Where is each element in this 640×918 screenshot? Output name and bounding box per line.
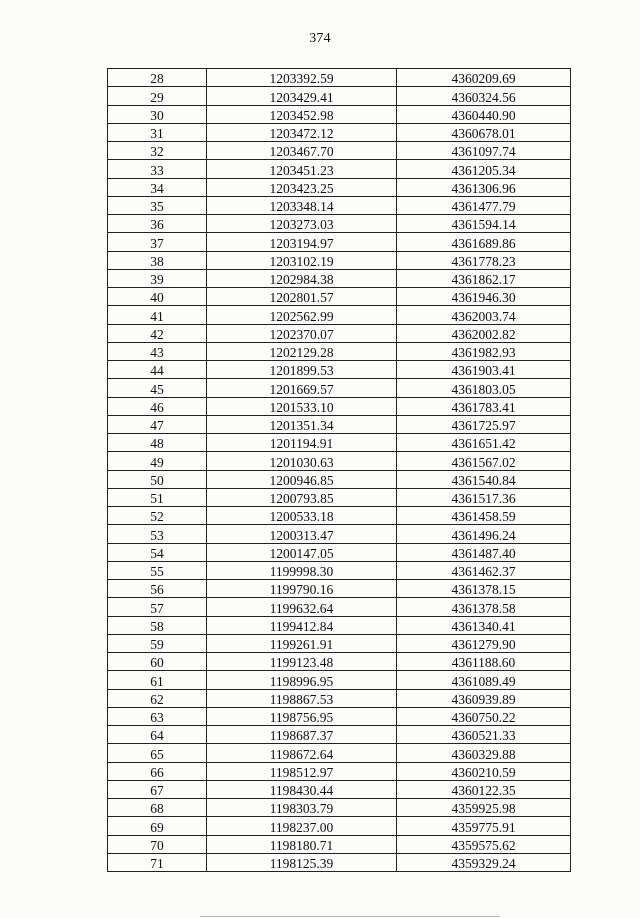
point-number-cell: 47 <box>108 415 207 433</box>
point-number-cell: 31 <box>108 123 207 141</box>
point-number-cell: 38 <box>108 251 207 269</box>
point-number-cell: 45 <box>108 379 207 397</box>
table-row <box>108 142 571 160</box>
x-coordinate-cell: 1202984.38 <box>207 269 397 287</box>
y-coordinate-cell: 4362002.82 <box>397 324 571 342</box>
table-row <box>108 434 571 452</box>
point-number-cell: 71 <box>108 853 207 871</box>
point-number-cell: 46 <box>108 397 207 415</box>
point-number-cell: 29 <box>108 87 207 105</box>
y-coordinate-cell: 4360209.69 <box>397 69 571 87</box>
x-coordinate-cell: 1201351.34 <box>207 415 397 433</box>
table-row <box>108 853 571 871</box>
y-coordinate-cell: 4361517.36 <box>397 488 571 506</box>
point-number-cell: 41 <box>108 306 207 324</box>
x-coordinate-cell: 1198180.71 <box>207 835 397 853</box>
point-number-cell: 56 <box>108 580 207 598</box>
x-coordinate-cell: 1203392.59 <box>207 69 397 87</box>
bottom-rule <box>200 916 500 917</box>
table-row <box>108 525 571 543</box>
table-row <box>108 470 571 488</box>
y-coordinate-cell: 4361477.79 <box>397 196 571 214</box>
y-coordinate-cell: 4361725.97 <box>397 415 571 433</box>
table-row <box>108 543 571 561</box>
table-row <box>108 671 571 689</box>
y-coordinate-cell: 4361205.34 <box>397 160 571 178</box>
table-row <box>108 160 571 178</box>
x-coordinate-cell: 1198512.97 <box>207 762 397 780</box>
table-row <box>108 561 571 579</box>
x-coordinate-cell: 1203423.25 <box>207 178 397 196</box>
point-number-cell: 63 <box>108 707 207 725</box>
y-coordinate-cell: 4361903.41 <box>397 361 571 379</box>
x-coordinate-cell: 1198237.00 <box>207 817 397 835</box>
point-number-cell: 69 <box>108 817 207 835</box>
table-row <box>108 288 571 306</box>
point-number-cell: 43 <box>108 342 207 360</box>
x-coordinate-cell: 1198125.39 <box>207 853 397 871</box>
coordinates-table-body <box>108 69 571 872</box>
x-coordinate-cell: 1198756.95 <box>207 707 397 725</box>
table-row <box>108 689 571 707</box>
point-number-cell: 64 <box>108 726 207 744</box>
x-coordinate-cell: 1199261.91 <box>207 634 397 652</box>
x-coordinate-cell: 1203451.23 <box>207 160 397 178</box>
x-coordinate-cell: 1199998.30 <box>207 561 397 579</box>
table-row <box>108 215 571 233</box>
table-row <box>108 707 571 725</box>
table-row <box>108 817 571 835</box>
y-coordinate-cell: 4360329.88 <box>397 744 571 762</box>
table-row <box>108 251 571 269</box>
table-row <box>108 653 571 671</box>
table-row <box>108 762 571 780</box>
y-coordinate-cell: 4361306.96 <box>397 178 571 196</box>
table-row <box>108 580 571 598</box>
point-number-cell: 52 <box>108 507 207 525</box>
point-number-cell: 44 <box>108 361 207 379</box>
x-coordinate-cell: 1201194.91 <box>207 434 397 452</box>
y-coordinate-cell: 4361540.84 <box>397 470 571 488</box>
x-coordinate-cell: 1203348.14 <box>207 196 397 214</box>
table-row <box>108 233 571 251</box>
table-row <box>108 324 571 342</box>
y-coordinate-cell: 4361862.17 <box>397 269 571 287</box>
y-coordinate-cell: 4361462.37 <box>397 561 571 579</box>
point-number-cell: 51 <box>108 488 207 506</box>
x-coordinate-cell: 1199412.84 <box>207 616 397 634</box>
x-coordinate-cell: 1203467.70 <box>207 142 397 160</box>
point-number-cell: 53 <box>108 525 207 543</box>
x-coordinate-cell: 1203452.98 <box>207 105 397 123</box>
y-coordinate-cell: 4360678.01 <box>397 123 571 141</box>
point-number-cell: 54 <box>108 543 207 561</box>
x-coordinate-cell: 1201669.57 <box>207 379 397 397</box>
x-coordinate-cell: 1198687.37 <box>207 726 397 744</box>
y-coordinate-cell: 4361378.58 <box>397 598 571 616</box>
y-coordinate-cell: 4361594.14 <box>397 215 571 233</box>
table-row <box>108 105 571 123</box>
y-coordinate-cell: 4360324.56 <box>397 87 571 105</box>
y-coordinate-cell: 4361783.41 <box>397 397 571 415</box>
point-number-cell: 32 <box>108 142 207 160</box>
table-row <box>108 780 571 798</box>
point-number-cell: 36 <box>108 215 207 233</box>
y-coordinate-cell: 4360210.59 <box>397 762 571 780</box>
point-number-cell: 48 <box>108 434 207 452</box>
y-coordinate-cell: 4359775.91 <box>397 817 571 835</box>
point-number-cell: 61 <box>108 671 207 689</box>
y-coordinate-cell: 4361778.23 <box>397 251 571 269</box>
y-coordinate-cell: 4359925.98 <box>397 799 571 817</box>
y-coordinate-cell: 4361340.41 <box>397 616 571 634</box>
x-coordinate-cell: 1200313.47 <box>207 525 397 543</box>
point-number-cell: 42 <box>108 324 207 342</box>
x-coordinate-cell: 1201533.10 <box>207 397 397 415</box>
point-number-cell: 60 <box>108 653 207 671</box>
table-row <box>108 87 571 105</box>
point-number-cell: 55 <box>108 561 207 579</box>
x-coordinate-cell: 1198303.79 <box>207 799 397 817</box>
x-coordinate-cell: 1203273.03 <box>207 215 397 233</box>
table-row <box>108 342 571 360</box>
x-coordinate-cell: 1198672.64 <box>207 744 397 762</box>
x-coordinate-cell: 1200147.05 <box>207 543 397 561</box>
x-coordinate-cell: 1202562.99 <box>207 306 397 324</box>
y-coordinate-cell: 4361458.59 <box>397 507 571 525</box>
table-row <box>108 634 571 652</box>
point-number-cell: 28 <box>108 69 207 87</box>
table-row <box>108 361 571 379</box>
y-coordinate-cell: 4361982.93 <box>397 342 571 360</box>
x-coordinate-cell: 1203194.97 <box>207 233 397 251</box>
point-number-cell: 58 <box>108 616 207 634</box>
y-coordinate-cell: 4361378.15 <box>397 580 571 598</box>
point-number-cell: 30 <box>108 105 207 123</box>
y-coordinate-cell: 4361946.30 <box>397 288 571 306</box>
x-coordinate-cell: 1200946.85 <box>207 470 397 488</box>
point-number-cell: 37 <box>108 233 207 251</box>
table-row <box>108 415 571 433</box>
point-number-cell: 40 <box>108 288 207 306</box>
table-row <box>108 835 571 853</box>
y-coordinate-cell: 4361803.05 <box>397 379 571 397</box>
y-coordinate-cell: 4361567.02 <box>397 452 571 470</box>
point-number-cell: 50 <box>108 470 207 488</box>
x-coordinate-cell: 1200793.85 <box>207 488 397 506</box>
x-coordinate-cell: 1202129.28 <box>207 342 397 360</box>
x-coordinate-cell: 1201899.53 <box>207 361 397 379</box>
table-row <box>108 306 571 324</box>
x-coordinate-cell: 1203472.12 <box>207 123 397 141</box>
x-coordinate-cell: 1202370.07 <box>207 324 397 342</box>
page-number: 374 <box>309 31 331 46</box>
y-coordinate-cell: 4360939.89 <box>397 689 571 707</box>
y-coordinate-cell: 4359575.62 <box>397 835 571 853</box>
table-row <box>108 726 571 744</box>
point-number-cell: 49 <box>108 452 207 470</box>
point-number-cell: 62 <box>108 689 207 707</box>
table-row <box>108 379 571 397</box>
table-row <box>108 123 571 141</box>
table-row <box>108 269 571 287</box>
x-coordinate-cell: 1200533.18 <box>207 507 397 525</box>
y-coordinate-cell: 4359329.24 <box>397 853 571 871</box>
y-coordinate-cell: 4361651.42 <box>397 434 571 452</box>
x-coordinate-cell: 1201030.63 <box>207 452 397 470</box>
point-number-cell: 65 <box>108 744 207 762</box>
x-coordinate-cell: 1198867.53 <box>207 689 397 707</box>
point-number-cell: 34 <box>108 178 207 196</box>
point-number-cell: 67 <box>108 780 207 798</box>
y-coordinate-cell: 4361487.40 <box>397 543 571 561</box>
point-number-cell: 33 <box>108 160 207 178</box>
table-row <box>108 196 571 214</box>
table-row <box>108 616 571 634</box>
x-coordinate-cell: 1202801.57 <box>207 288 397 306</box>
y-coordinate-cell: 4360750.22 <box>397 707 571 725</box>
table-row <box>108 397 571 415</box>
x-coordinate-cell: 1199790.16 <box>207 580 397 598</box>
point-number-cell: 70 <box>108 835 207 853</box>
x-coordinate-cell: 1199632.64 <box>207 598 397 616</box>
y-coordinate-cell: 4360521.33 <box>397 726 571 744</box>
y-coordinate-cell: 4361496.24 <box>397 525 571 543</box>
point-number-cell: 66 <box>108 762 207 780</box>
point-number-cell: 59 <box>108 634 207 652</box>
table-row <box>108 507 571 525</box>
table-row <box>108 598 571 616</box>
x-coordinate-cell: 1203429.41 <box>207 87 397 105</box>
y-coordinate-cell: 4361089.49 <box>397 671 571 689</box>
y-coordinate-cell: 4360440.90 <box>397 105 571 123</box>
table-row <box>108 488 571 506</box>
y-coordinate-cell: 4362003.74 <box>397 306 571 324</box>
table-row <box>108 69 571 87</box>
y-coordinate-cell: 4361279.90 <box>397 634 571 652</box>
y-coordinate-cell: 4361689.86 <box>397 233 571 251</box>
x-coordinate-cell: 1203102.19 <box>207 251 397 269</box>
point-number-cell: 57 <box>108 598 207 616</box>
table-row <box>108 744 571 762</box>
table-row <box>108 178 571 196</box>
point-number-cell: 68 <box>108 799 207 817</box>
point-number-cell: 35 <box>108 196 207 214</box>
x-coordinate-cell: 1199123.48 <box>207 653 397 671</box>
table-row <box>108 799 571 817</box>
y-coordinate-cell: 4361188.60 <box>397 653 571 671</box>
coordinates-table <box>107 68 571 872</box>
x-coordinate-cell: 1198996.95 <box>207 671 397 689</box>
y-coordinate-cell: 4361097.74 <box>397 142 571 160</box>
x-coordinate-cell: 1198430.44 <box>207 780 397 798</box>
point-number-cell: 39 <box>108 269 207 287</box>
table-row <box>108 452 571 470</box>
y-coordinate-cell: 4360122.35 <box>397 780 571 798</box>
